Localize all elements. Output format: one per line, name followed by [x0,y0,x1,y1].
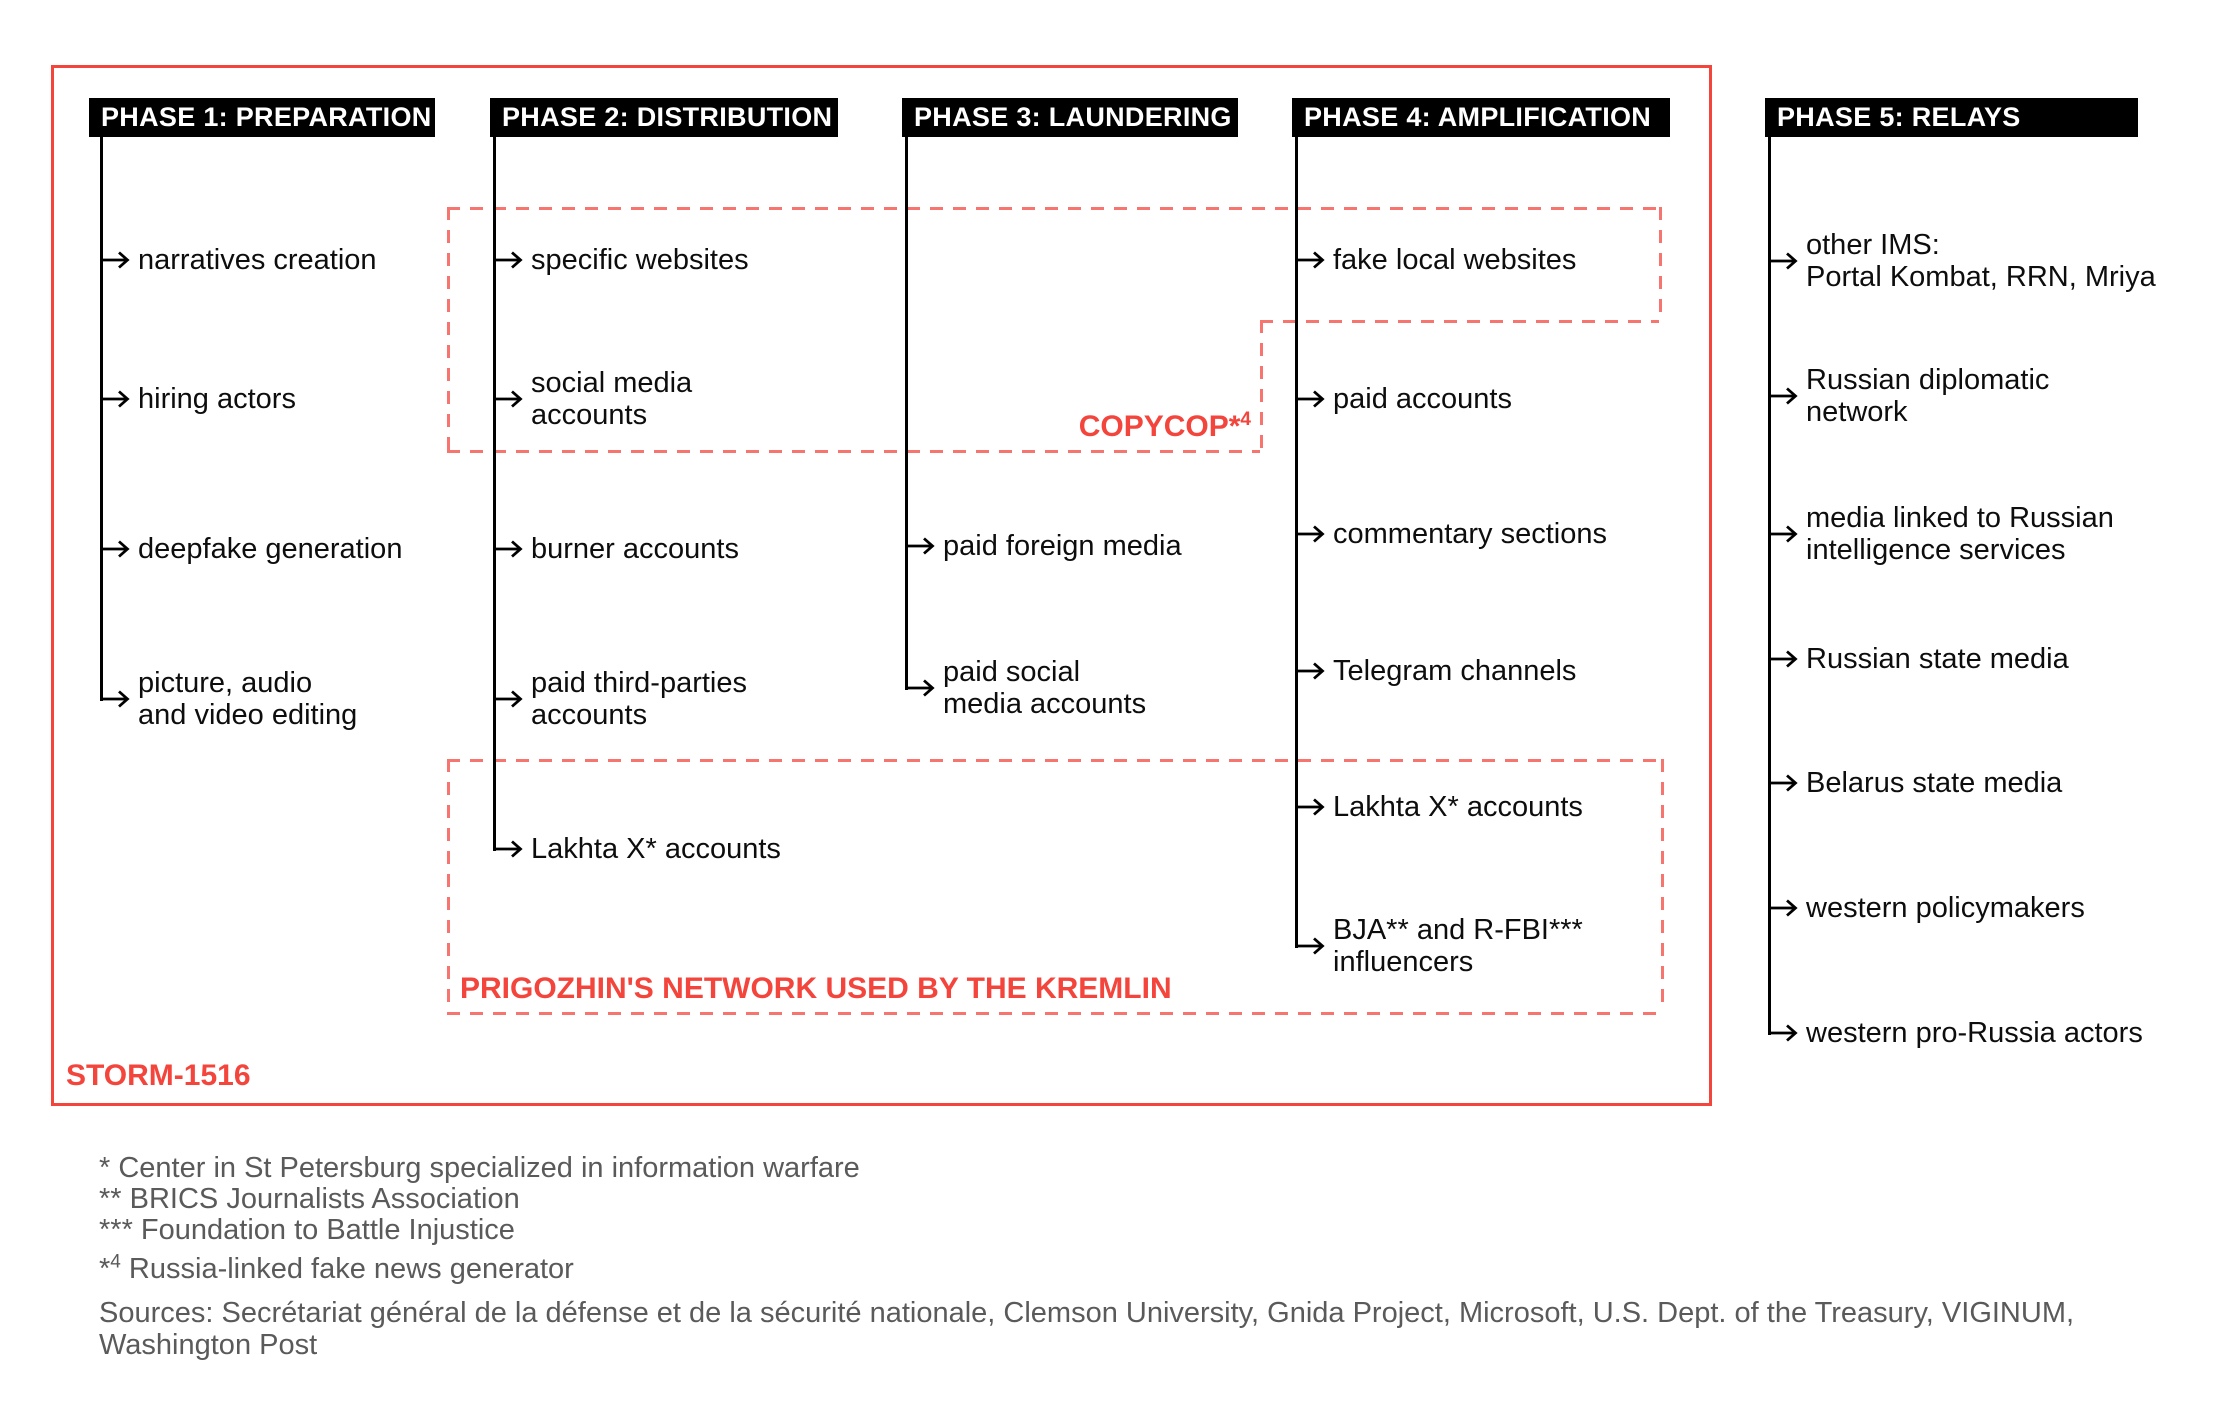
phase-4-item-label: paid accounts [1333,383,1512,415]
phase-3-header: PHASE 3: LAUNDERING [902,98,1238,137]
arrow-right-icon [1769,771,1805,795]
phase-2-item-label: paid third-parties accounts [531,667,747,731]
phase-3-item-label: paid foreign media [943,530,1182,562]
copycop-label [1079,409,1251,444]
phase-1-item-label: picture, audio and video editing [138,667,358,731]
phase-5-item-label: Russian diplomatic network [1806,364,2050,428]
arrow-right-icon [1769,522,1805,546]
copycop-box-segment-6 [447,207,450,450]
arrow-right-icon [494,687,530,711]
arrow-right-icon [1769,249,1805,273]
prigozhin-network-label: PRIGOZHIN'S NETWORK USED BY THE KREMLIN [460,972,1172,1005]
arrow-right-icon [906,676,942,700]
copycop-box-segment-3 [1260,320,1659,323]
arrow-right-icon [101,687,137,711]
phase-3-line [905,137,908,690]
arrow-right-icon [1296,659,1332,683]
phase-2-item-label: burner accounts [531,533,739,565]
copycop-label-sup: 4 [1240,409,1251,430]
arrow-right-icon [1296,248,1332,272]
phase-5-item-label: other IMS: Portal Kombat, RRN, Mriya [1806,229,2156,293]
arrow-right-icon [1769,1021,1805,1045]
arrow-right-icon [1296,795,1332,819]
footnotes [99,1153,860,1285]
phase-4-header: PHASE 4: AMPLIFICATION [1292,98,1670,137]
prigozhin-box-segment-3 [447,759,450,1012]
phase-4-item-label: Lakhta X* accounts [1333,791,1583,823]
prigozhin-box-segment-2 [447,1012,1661,1015]
copycop-box-segment-4 [1260,320,1263,450]
arrow-right-icon [1296,387,1332,411]
sources-line: Sources: Secrétariat général de la défense et de la sécurité nationale, Clemson University, Gnida Project, Microsoft, U.S. Dept. of the Treasury, VIGINUM, Washington Post [99,1297,2075,1361]
arrow-right-icon [494,537,530,561]
phase-2-item-label: Lakhta X* accounts [531,833,781,865]
arrow-right-icon [494,387,530,411]
footnote-2: ** BRICS Journalists Association [99,1183,520,1215]
copycop-box-segment-2 [1659,207,1662,320]
phase-2-header: PHASE 2: DISTRIBUTION [490,98,838,137]
phase-5-item-label: western policymakers [1806,892,2085,924]
phase-1-header: PHASE 1: PREPARATION [89,98,435,137]
prigozhin-box-segment-4 [1661,759,1664,1012]
arrow-right-icon [101,248,137,272]
copycop-box-segment-1 [447,207,1659,210]
phase-5-item-label: western pro-Russia actors [1806,1017,2143,1049]
prigozhin-box-segment-1 [447,759,1661,762]
phase-4-item-label: BJA** and R-FBI*** influencers [1333,914,1583,978]
footnote-1: * Center in St Petersburg specialized in information warfare [99,1152,860,1184]
arrow-right-icon [101,387,137,411]
arrow-right-icon [906,534,942,558]
phase-1-item-label: narratives creation [138,244,377,276]
phase-5-item-label: Russian state media [1806,643,2069,675]
arrow-right-icon [101,537,137,561]
arrow-right-icon [1769,647,1805,671]
phase-1-item-label: hiring actors [138,383,296,415]
footnote-4: *$^4$ Russia-linked fake news generator [99,1251,574,1285]
storm-1516-label: STORM-1516 [66,1059,251,1092]
copycop-label-text: COPYCOP* [1078,410,1241,443]
phase-2-item-label: social media accounts [531,367,693,431]
arrow-right-icon [494,248,530,272]
arrow-right-icon [1769,384,1805,408]
arrow-right-icon [1296,522,1332,546]
phase-2-item-label: specific websites [531,244,749,276]
phase-4-item-label: Telegram channels [1333,655,1577,687]
footnote-3: *** Foundation to Battle Injustice [99,1214,515,1246]
phase-5-header: PHASE 5: RELAYS [1765,98,2138,137]
copycop-box-segment-5 [447,450,1260,453]
phase-4-item-label: commentary sections [1333,518,1607,550]
phase-2-line [493,137,496,851]
phase-5-item-label: media linked to Russian intelligence services [1806,502,2114,566]
arrow-right-icon [1769,896,1805,920]
phase-5-item-label: Belarus state media [1806,767,2063,799]
phase-4-item-label: fake local websites [1333,244,1577,276]
phase-3-item-label: paid social media accounts [943,656,1147,720]
phase-1-item-label: deepfake generation [138,533,403,565]
phase-1-line [100,137,103,701]
arrow-right-icon [1296,934,1332,958]
arrow-right-icon [494,837,530,861]
